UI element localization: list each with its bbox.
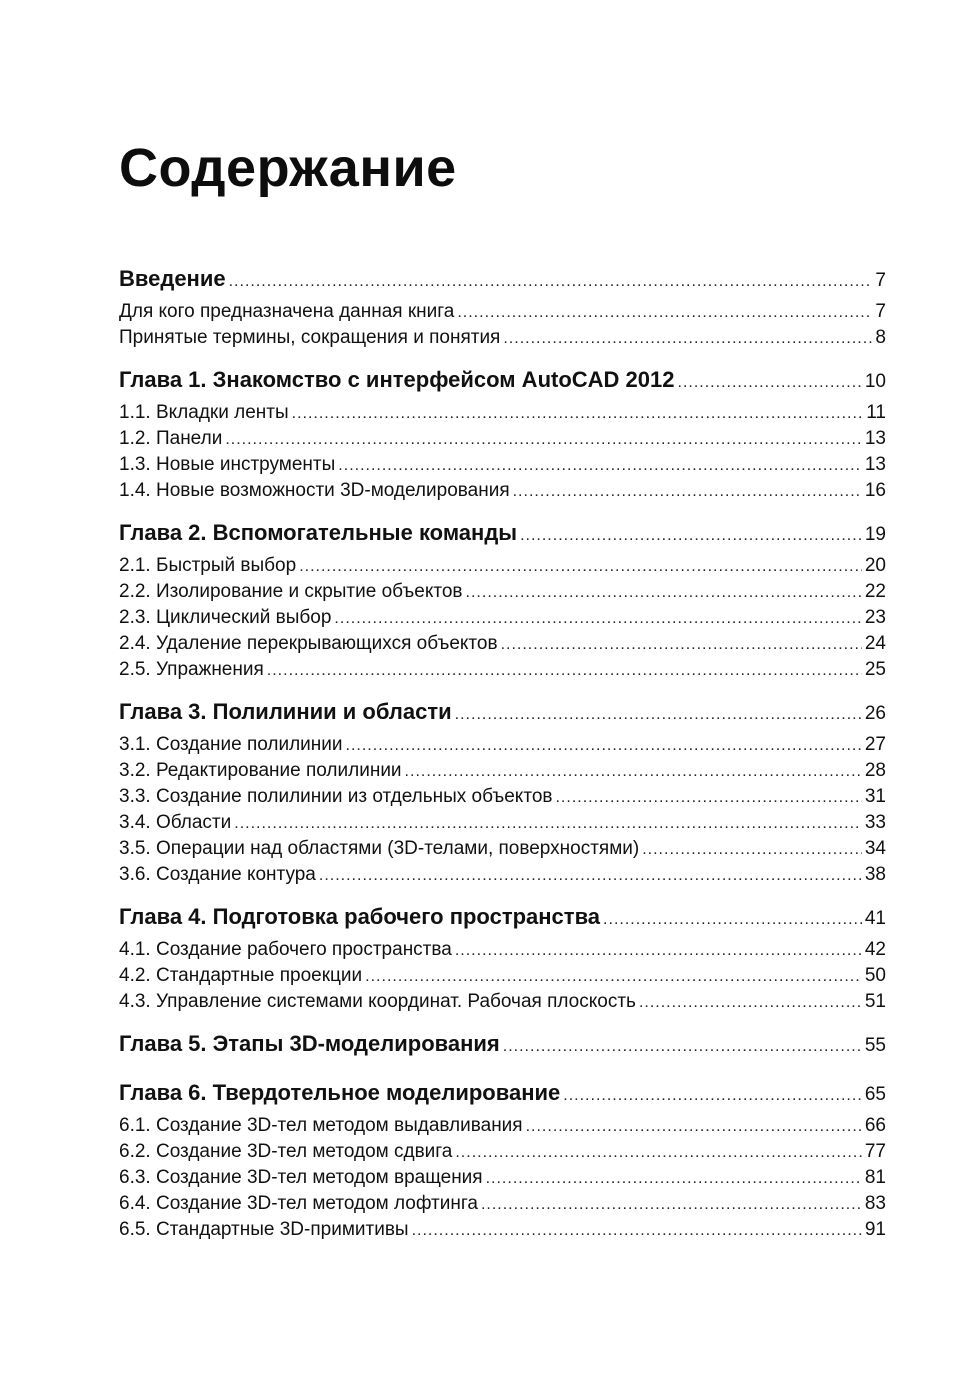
toc-chapter-entry[interactable] <box>119 695 886 732</box>
toc-section-title: 3.4. Области <box>119 812 232 833</box>
toc-section-title: 3.2. Редактирование полилинии <box>119 760 402 781</box>
toc-leader-dots <box>642 837 862 862</box>
toc-section-entry[interactable] <box>119 579 886 605</box>
toc-section-entry[interactable] <box>119 810 886 836</box>
toc-leader-dots <box>503 326 872 351</box>
toc-leader-dots <box>455 1140 862 1165</box>
toc-leader-dots <box>412 1218 862 1243</box>
toc-chapter-title: Глава 6. Твердотельное моделирование <box>119 1080 561 1105</box>
toc-leader-dots <box>405 759 862 784</box>
toc-section-title: 2.1. Быстрый выбор <box>119 555 297 576</box>
toc-chapter-title: Глава 4. Подготовка рабочего пространства <box>119 904 601 929</box>
toc-chapter-group <box>119 695 886 888</box>
toc-chapter-group <box>119 516 886 683</box>
toc-page-number: 25 <box>864 659 886 680</box>
table-of-contents <box>119 262 886 1243</box>
toc-leader-dots <box>225 427 862 452</box>
toc-page-number: 7 <box>875 270 886 291</box>
toc-chapter-title: Глава 5. Этапы 3D-моделирования <box>119 1031 500 1056</box>
toc-page-number: 28 <box>864 760 886 781</box>
toc-leader-dots <box>563 1079 862 1113</box>
toc-chapter-entry[interactable] <box>119 363 886 400</box>
toc-leader-dots <box>455 698 862 732</box>
toc-page-number: 8 <box>875 327 886 348</box>
toc-leader-dots <box>486 1166 862 1191</box>
toc-page-number: 31 <box>864 786 886 807</box>
toc-section-entry[interactable] <box>119 862 886 888</box>
toc-section-entry[interactable] <box>119 758 886 784</box>
toc-leader-dots <box>639 990 862 1015</box>
toc-leader-dots <box>299 554 862 579</box>
toc-section-entry[interactable] <box>119 631 886 657</box>
toc-section-entry[interactable] <box>119 989 886 1015</box>
toc-leader-dots <box>603 903 862 937</box>
toc-page-number: 55 <box>864 1035 886 1056</box>
toc-section-title: Принятые термины, сокращения и понятия <box>119 327 501 348</box>
toc-leader-dots <box>513 479 862 504</box>
toc-section-entry[interactable] <box>119 1165 886 1191</box>
toc-leader-dots <box>526 1114 862 1139</box>
toc-leader-dots <box>455 938 862 963</box>
toc-chapter-entry[interactable] <box>119 516 886 553</box>
toc-section-entry[interactable] <box>119 657 886 683</box>
toc-chapter-entry[interactable] <box>119 262 886 299</box>
toc-leader-dots <box>457 300 872 325</box>
toc-section-title: 2.4. Удаление перекрывающихся объектов <box>119 633 498 654</box>
toc-leader-dots <box>338 453 862 478</box>
toc-page-number: 19 <box>864 524 886 545</box>
toc-page-number: 11 <box>866 402 886 423</box>
toc-chapter-title: Введение <box>119 266 226 291</box>
toc-section-entry[interactable] <box>119 1139 886 1165</box>
toc-section-title: 6.2. Создание 3D-тел методом сдвига <box>119 1141 453 1162</box>
toc-page-number: 42 <box>864 939 886 960</box>
toc-section-entry[interactable] <box>119 478 886 504</box>
toc-section-entry[interactable] <box>119 299 886 325</box>
toc-section-title: 4.3. Управление системами координат. Рабочая плоскость <box>119 991 636 1012</box>
toc-page-number: 50 <box>864 965 886 986</box>
toc-section-entry[interactable] <box>119 836 886 862</box>
toc-chapter-title: Глава 2. Вспомогательные команды <box>119 520 518 545</box>
toc-chapter-entry[interactable] <box>119 900 886 937</box>
toc-chapter-entry[interactable] <box>119 1076 886 1113</box>
toc-section-entry[interactable] <box>119 784 886 810</box>
toc-section-entry[interactable] <box>119 732 886 758</box>
toc-leader-dots <box>678 366 862 400</box>
toc-chapter-group <box>119 363 886 504</box>
toc-page-number: 23 <box>864 607 886 628</box>
toc-page-number: 24 <box>864 633 886 654</box>
toc-leader-dots <box>334 606 861 631</box>
toc-section-title: 3.1. Создание полилинии <box>119 734 343 755</box>
toc-page-number: 22 <box>864 581 886 602</box>
toc-section-entry[interactable] <box>119 325 886 351</box>
toc-chapter-group <box>119 1076 886 1243</box>
toc-section-entry[interactable] <box>119 1113 886 1139</box>
toc-leader-dots <box>365 964 862 989</box>
toc-page-number: 7 <box>875 301 886 322</box>
toc-page-number: 83 <box>864 1193 886 1214</box>
toc-page-number: 34 <box>864 838 886 859</box>
toc-leader-dots <box>466 580 862 605</box>
toc-chapter-group <box>119 262 886 351</box>
toc-page-number: 33 <box>864 812 886 833</box>
toc-page-number: 10 <box>864 371 886 392</box>
toc-chapter-title: Глава 3. Полилинии и области <box>119 699 452 724</box>
toc-section-entry[interactable] <box>119 1217 886 1243</box>
toc-page-number: 65 <box>864 1084 886 1105</box>
toc-chapter-group <box>119 900 886 1015</box>
toc-section-title: 4.1. Создание рабочего пространства <box>119 939 452 960</box>
toc-section-entry[interactable] <box>119 400 886 426</box>
toc-section-title: 1.4. Новые возможности 3D-моделирования <box>119 480 510 501</box>
toc-section-entry[interactable] <box>119 963 886 989</box>
toc-leader-dots <box>520 519 862 553</box>
toc-section-title: 6.1. Создание 3D-тел методом выдавливания <box>119 1115 523 1136</box>
toc-leader-dots <box>346 733 862 758</box>
toc-section-entry[interactable] <box>119 605 886 631</box>
toc-page-number: 20 <box>864 555 886 576</box>
toc-page-number: 91 <box>864 1219 886 1240</box>
toc-section-title: Для кого предназначена данная книга <box>119 301 455 322</box>
toc-page-number: 27 <box>864 734 886 755</box>
toc-section-title: 3.6. Создание контура <box>119 864 316 885</box>
toc-leader-dots <box>481 1192 862 1217</box>
toc-section-title: 1.2. Панели <box>119 428 223 449</box>
toc-leader-dots <box>501 632 862 657</box>
toc-leader-dots <box>555 785 861 810</box>
toc-section-entry[interactable] <box>119 553 886 579</box>
toc-page-number: 13 <box>864 454 886 475</box>
toc-page-number: 66 <box>864 1115 886 1136</box>
toc-section-title: 1.1. Вкладки ленты <box>119 402 289 423</box>
toc-page-number: 81 <box>864 1167 886 1188</box>
toc-leader-dots <box>234 811 862 836</box>
toc-section-title: 6.5. Стандартные 3D-примитивы <box>119 1219 409 1240</box>
toc-section-entry[interactable] <box>119 452 886 478</box>
toc-page-number: 13 <box>864 428 886 449</box>
toc-leader-dots <box>267 658 862 683</box>
toc-section-entry[interactable] <box>119 426 886 452</box>
toc-chapter-entry[interactable] <box>119 1027 886 1064</box>
toc-leader-dots <box>503 1030 862 1064</box>
toc-page-number: 16 <box>864 480 886 501</box>
toc-section-title: 1.3. Новые инструменты <box>119 454 336 475</box>
toc-section-title: 3.3. Создание полилинии из отдельных объектов <box>119 786 553 807</box>
toc-section-title: 6.4. Создание 3D-тел методом лофтинга <box>119 1193 478 1214</box>
toc-page-number: 77 <box>864 1141 886 1162</box>
toc-section-entry[interactable] <box>119 937 886 963</box>
toc-chapter-title: Глава 1. Знакомство с интерфейсом AutoCAD 2012 <box>119 367 675 392</box>
toc-section-entry[interactable] <box>119 1191 886 1217</box>
toc-page-number: 26 <box>864 703 886 724</box>
toc-page-number: 41 <box>864 908 886 929</box>
toc-chapter-group <box>119 1027 886 1064</box>
toc-leader-dots <box>292 401 864 426</box>
toc-section-title: 6.3. Создание 3D-тел методом вращения <box>119 1167 483 1188</box>
toc-leader-dots <box>319 863 862 888</box>
toc-section-title: 2.2. Изолирование и скрытие объектов <box>119 581 463 602</box>
toc-page-number: 51 <box>864 991 886 1012</box>
toc-page-number: 38 <box>864 864 886 885</box>
toc-section-title: 2.3. Циклический выбор <box>119 607 332 628</box>
toc-leader-dots <box>229 265 873 299</box>
toc-section-title: 2.5. Упражнения <box>119 659 264 680</box>
page-title: Содержание <box>119 138 457 198</box>
toc-section-title: 4.2. Стандартные проекции <box>119 965 363 986</box>
toc-section-title: 3.5. Операции над областями (3D-телами, поверхностями) <box>119 838 640 859</box>
